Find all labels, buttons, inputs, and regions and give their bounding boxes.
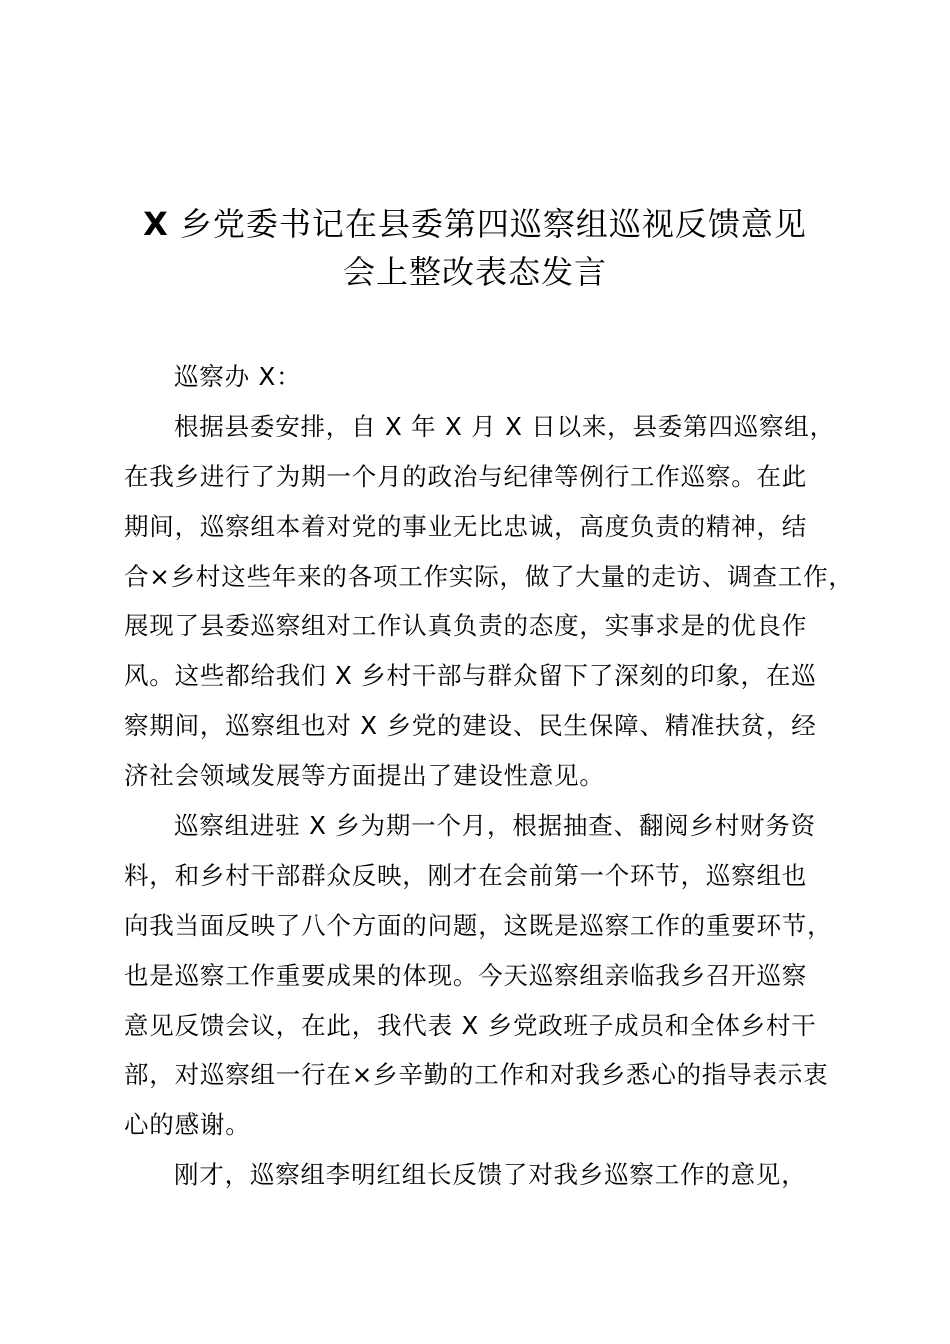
paragraph-1 [124,402,864,801]
salutation: 巡察办 X： [174,362,302,391]
title-line-2: 会上整改表态发言 [342,253,607,291]
paragraph-line: 心的感谢。 [124,1110,251,1140]
paragraph-line: 期间，巡察组本着对党的事业无比忠诚，高度负责的精神，结 [124,511,808,541]
title-line-1 [110,200,840,248]
paragraph-line: 巡察组进驻 X 乡为期一个月，根据抽查、翻阅乡村财务资 [174,811,816,841]
document-title [110,200,840,296]
paragraph-line: 刚才，巡察组李明红组长反馈了对我乡巡察工作的意见， [174,1160,807,1190]
paragraph-3 [124,1150,864,1200]
document-body [124,352,864,1200]
paragraph-2 [124,801,864,1150]
paragraph-line: 也是巡察工作重要成果的体现。今天巡察组亲临我乡召开巡察 [124,960,808,990]
paragraph-line: 济社会领域发展等方面提出了建设性意见。 [124,761,605,791]
paragraph-line: 部，对巡察组一行在×乡辛勤的工作和对我乡悉心的指导表示衷 [124,1060,829,1090]
paragraph-line: 根据县委安排，自 X 年 X 月 X 日以来，县委第四巡察组， [174,411,835,441]
title-line-1-text: 乡党委书记在县委第四巡察组巡视反馈意见 [168,205,807,243]
paragraph-line: 意见反馈会议，在此，我代表 X 乡党政班子成员和全体乡村干 [124,1010,817,1040]
title-x-prefix: X [143,205,169,243]
paragraph-line: 料，和乡村干部群众反映，刚才在会前第一个环节，巡察组也 [124,860,808,890]
paragraph-line: 展现了县委巡察组对工作认真负责的态度，实事求是的优良作 [124,611,808,641]
paragraph-line: 风。这些都给我们 X 乡村干部与群众留下了深刻的印象，在巡 [124,661,817,691]
paragraph-line: 察期间，巡察组也对 X 乡党的建设、民生保障、精准扶贫，经 [124,711,817,741]
paragraph-line: 向我当面反映了八个方面的问题，这既是巡察工作的重要环节， [124,910,833,940]
paragraph-line: 在我乡进行了为期一个月的政治与纪律等例行工作巡察。在此 [124,461,808,491]
paragraph-line: 合×乡村这些年来的各项工作实际，做了大量的走访、调查工作， [124,561,854,591]
